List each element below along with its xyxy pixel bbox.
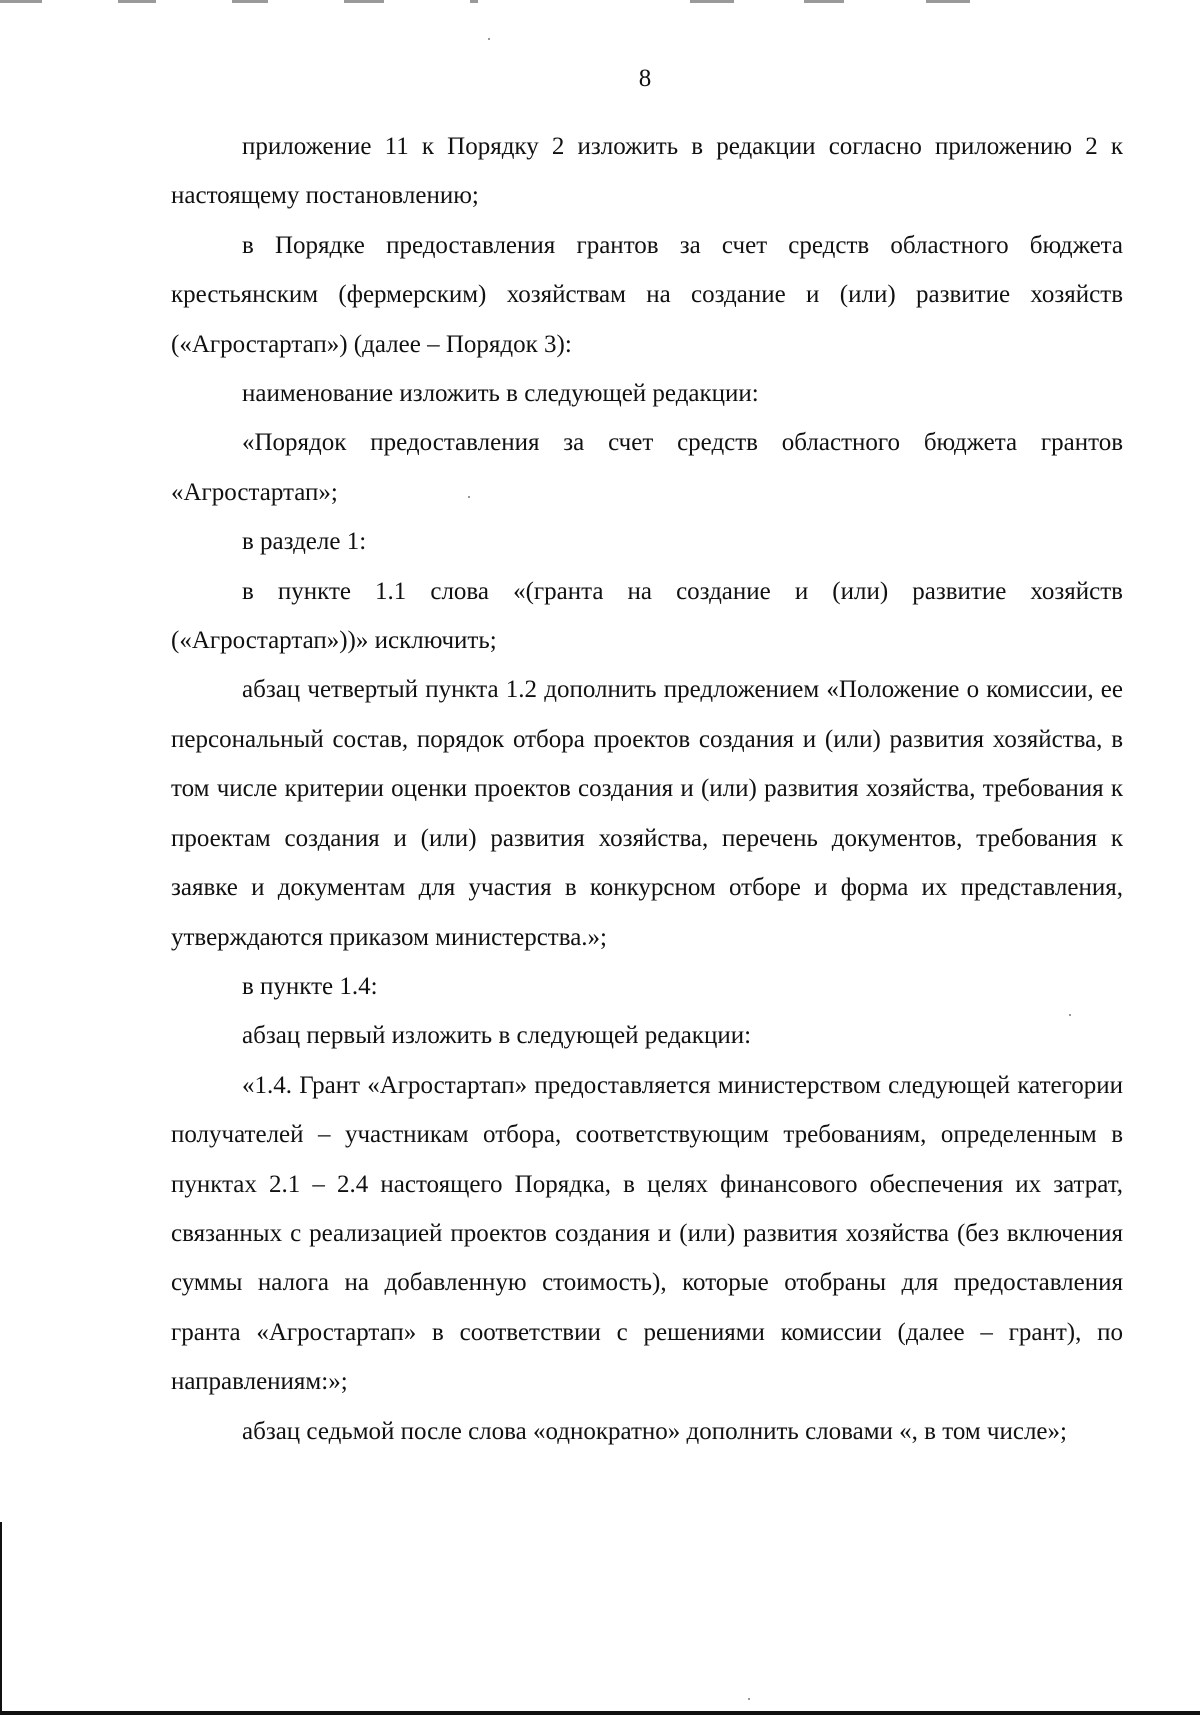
paragraph-order-3-intro: в Порядке предоставления грантов за счет средств областного бюджета крестьянским (фермерским) хозяйствам на создание и (или) развитие хозяйств («Агростартап») (далее – Порядок 3): (171, 231, 1123, 358)
paragraph-section-1: в разделе 1: (242, 528, 367, 556)
scan-speck (488, 38, 490, 40)
page-number: 8 (638, 65, 652, 92)
paragraph-point-1-2: абзац четвертый пункта 1.2 дополнить предложением «Положение о комиссии, ее персональный состав, порядок отбора проектов создания и (или) развития хозяйства, в том числе критерии оценки проектов создания и (или) развития хозяйства, требования к проектам создания и (или) развития хозяйства, перечень документов, требования к заявке и документам для участия в конкурсном отборе и форма их представления, утверждаются приказом министерства.»; (171, 676, 1123, 951)
paragraph-new-name: «Порядок предоставления за счет средств областного бюджета грантов «Агростартап»; (171, 429, 1123, 506)
paragraph-seventh-abzac: абзац седьмой после слова «однократно» дополнить словами «, в том числе»; (242, 1417, 1067, 1445)
scan-top-edge-marks (0, 0, 1200, 6)
scan-bottom-edge-line (0, 1711, 1200, 1715)
document-body (171, 122, 1123, 1456)
scan-speck (748, 1698, 750, 1700)
paragraph-appendix-11: приложение 11 к Порядку 2 изложить в редакции согласно приложению 2 к настоящему постановлению; (171, 133, 1123, 210)
paragraph-point-1-4: в пункте 1.4: (242, 972, 378, 1000)
paragraph-first-abzac: абзац первый изложить в следующей редакции: (242, 1022, 752, 1050)
paragraph-grant-definition: «1.4. Грант «Агростартап» предоставляется министерством следующей категории получателей – участникам отбора, соответствующим требованиям, определенным в пунктах 2.1 – 2.4 настоящего Порядка, в целях финансового обеспечения их затрат, связанных с реализацией проектов создания и (или) развития хозяйства (без включения суммы налога на добавленную стоимость), которые отобраны для предоставления гранта «Агростартап» в соответствии с решениями комиссии (далее – грант), по направлениям:»; (171, 1071, 1123, 1396)
scan-left-edge-line (0, 1522, 2, 1715)
paragraph-name-change: наименование изложить в следующей редакции: (242, 380, 759, 408)
paragraph-point-1-1: в пункте 1.1 слова «(гранта на создание и (или) развитие хозяйств («Агростартап»))» исключить; (171, 577, 1123, 655)
